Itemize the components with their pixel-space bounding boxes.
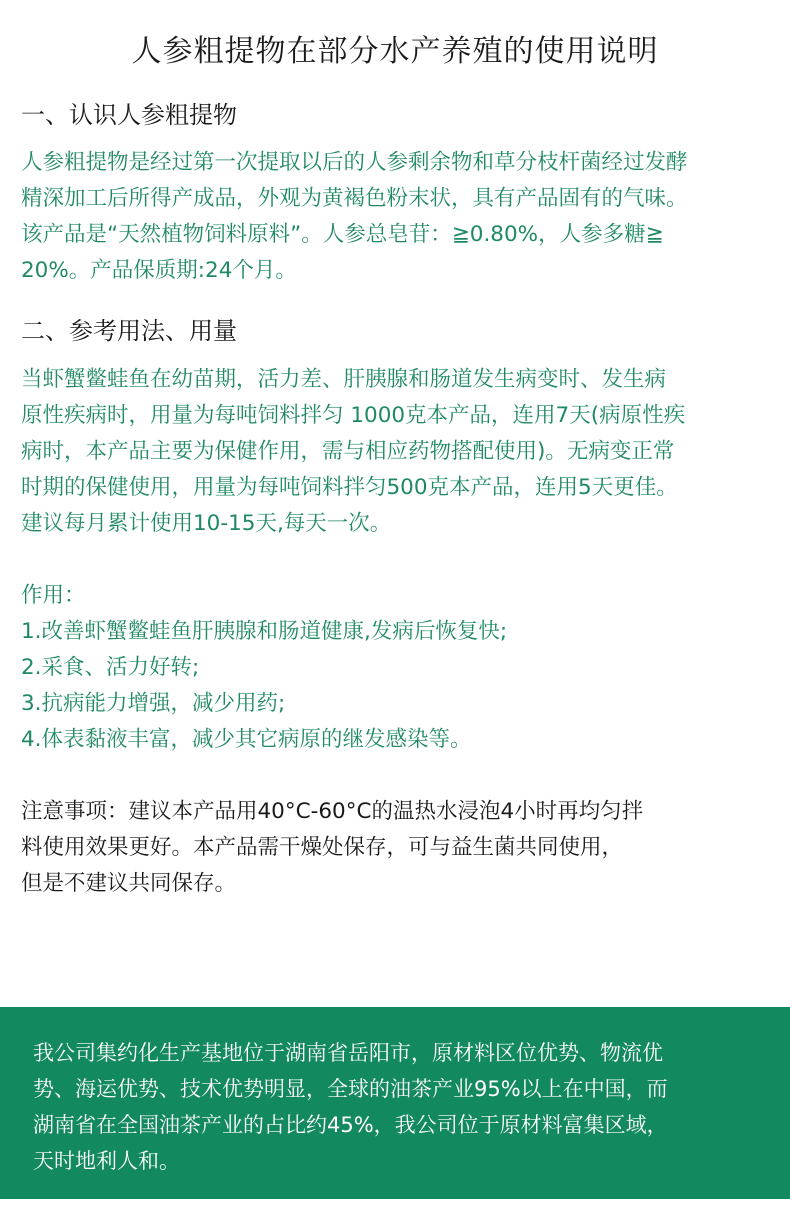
usage-line: 病时，本产品主要为保健作用，需与相应药物搭配使用)。无病变正常 [21,439,675,464]
effects-list [21,578,771,758]
footer-line: 我公司集约化生产基地位于湖南省岳阳市，原材料区位优势、物流优 [33,1041,663,1065]
usage-line: 建议每月累计使用10-15天,每天一次。 [21,511,392,536]
page-title: 人参粗提物在部分水产养殖的使用说明 [131,34,659,69]
notice-line: 但是不建议共同保存。 [21,871,237,896]
notice-line: 料使用效果更好。本产品需干燥处保存，可与益生菌共同使用， [21,835,624,860]
company-description [33,1035,763,1179]
section-usage [21,314,771,348]
section-intro-body [21,145,771,289]
effect-item: 2.采食、活力好转; [21,655,200,680]
section-usage-body [21,362,771,542]
intro-line: 20%。产品保质期:24个月。 [21,258,297,283]
usage-line: 原性疾病时，用量为每吨饲料拌匀 1000克本产品，连用7天(病原性疾 [21,403,686,428]
effects-label: 作用： [21,583,86,608]
intro-line: 精深加工后所得产成品，外观为黄褐色粉末状，具有产品固有的气味。 [21,186,688,211]
effect-item: 4.体表黏液丰富，减少其它病原的继发感染等。 [21,727,472,752]
effect-item: 1.改善虾蟹鳖蛙鱼肝胰腺和肠道健康,发病后恢复快; [21,619,508,644]
notice-block [21,794,771,902]
notice-line: 注意事项：建议本产品用40°C-60°C的温热水浸泡4小时再均匀拌 [21,799,644,824]
company-footer [0,1007,790,1199]
section-intro-heading: 一、认识人参粗提物 [21,101,237,129]
intro-line: 人参粗提物是经过第一次提取以后的人参剩余物和草分枝杆菌经过发酵 [21,150,688,175]
effect-item: 3.抗病能力增强，减少用药; [21,691,286,716]
footer-line: 天时地利人和。 [33,1149,180,1173]
footer-line: 势、海运优势、技术优势明显，全球的油茶产业95%以上在中国，而 [33,1077,668,1101]
intro-line: 该产品是“天然植物饲料原料”。人参总皂苷：≧0.80%，人参多糖≧ [21,222,664,247]
footer-line: 湖南省在全国油茶产业的占比约45%，我公司位于原材料富集区域， [33,1113,668,1137]
usage-line: 当虾蟹鳖蛙鱼在幼苗期，活力差、肝胰腺和肠道发生病变时、发生病 [21,367,667,392]
section-intro [21,98,771,132]
usage-line: 时期的保健使用，用量为每吨饲料拌匀500克本产品，连用5天更佳。 [21,475,678,500]
section-usage-heading: 二、参考用法、用量 [21,317,237,345]
